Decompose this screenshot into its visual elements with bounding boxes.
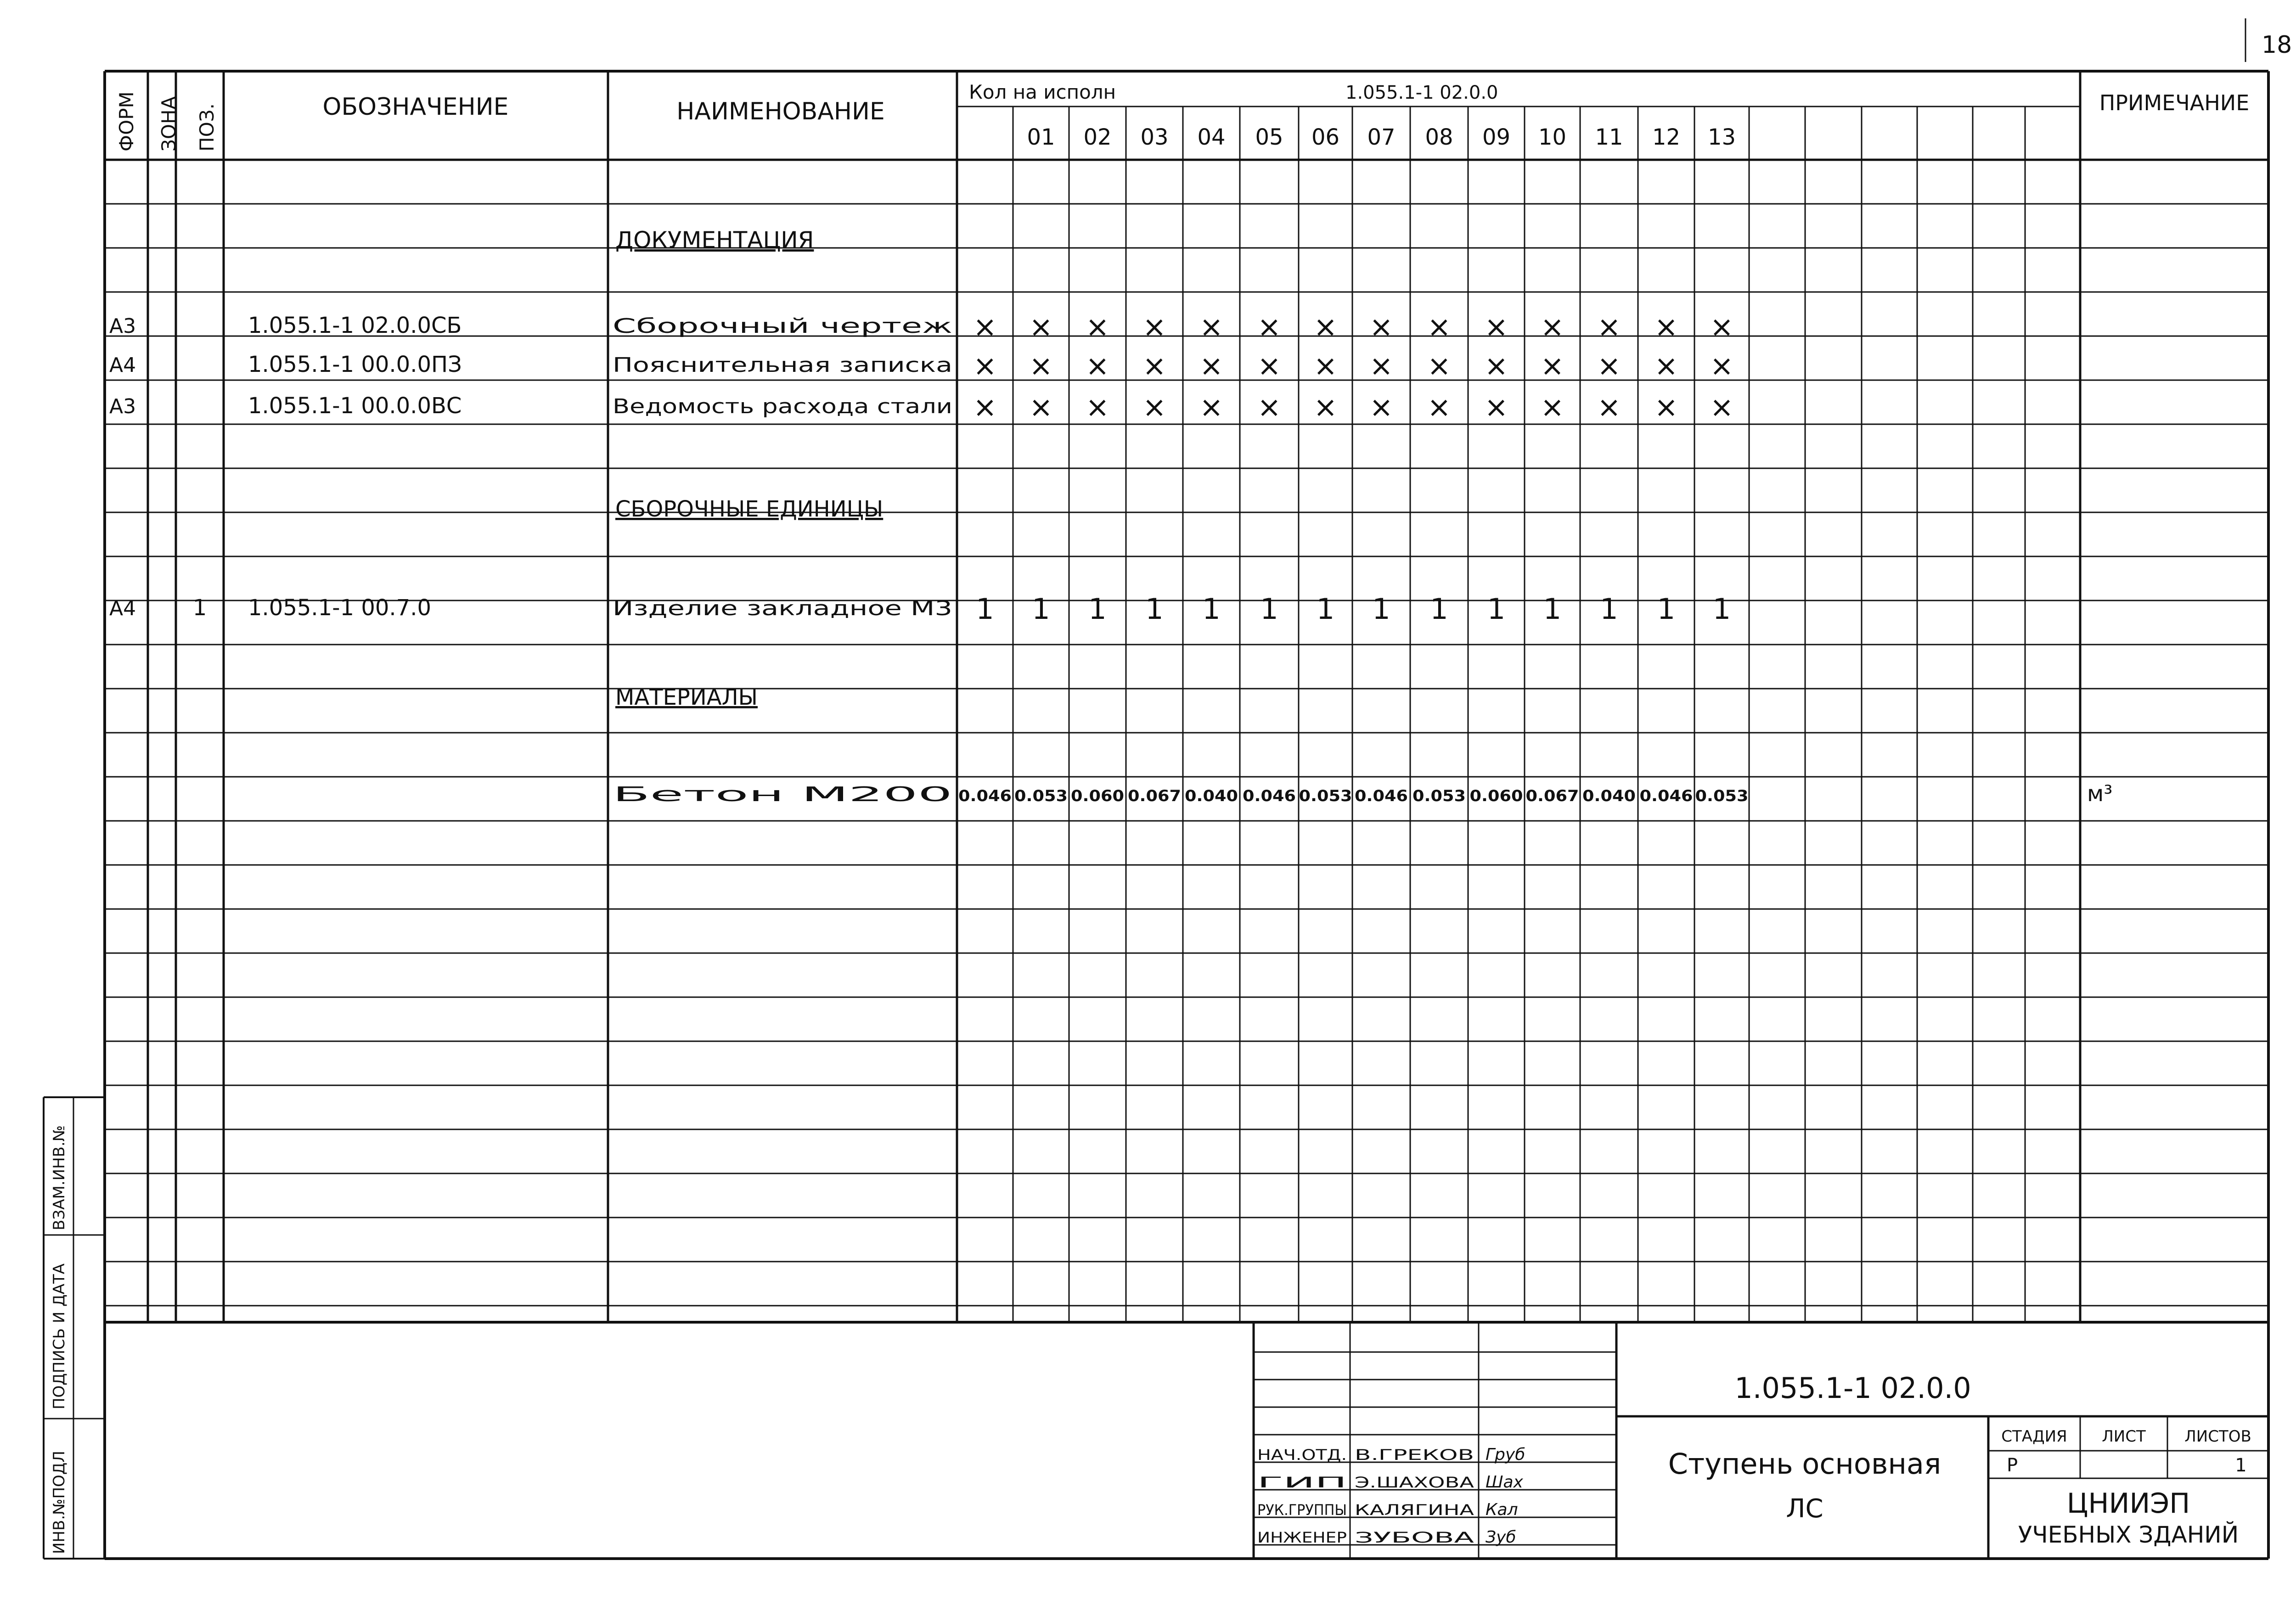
row-cell: 0.053 (1695, 787, 1749, 805)
row-cell: 1 (1600, 592, 1618, 626)
row-cell: 1 (976, 592, 994, 626)
version-col-04: 04 (1197, 124, 1226, 150)
row-form: А3 (109, 395, 136, 418)
tb-staff-role: ГИП (1257, 1474, 1347, 1491)
stamp-sign-date: ПОДПИСЬ И ДАТА (50, 1263, 68, 1409)
tb-org-line1: ЦНИИЭП (2066, 1487, 2190, 1520)
row-cell: 1 (1145, 592, 1164, 626)
row-cell: × (1597, 390, 1621, 424)
row-designation: 1.055.1-1 00.0.0ВС (248, 393, 462, 419)
row-cell: × (1029, 349, 1053, 382)
row-cell: 0.046 (1243, 787, 1296, 805)
tb-staff-signature: Зуб (1486, 1528, 1516, 1547)
row-cell: × (1199, 390, 1223, 424)
header-pos: ПОЗ. (196, 103, 218, 152)
header-zone: ЗОНА (158, 96, 180, 152)
row-cell: × (1313, 310, 1338, 343)
tb-staff-name: КАЛЯГИНА (1355, 1501, 1474, 1519)
row-cell: 1 (1657, 592, 1676, 626)
row-cell: 0.060 (1071, 787, 1124, 805)
row-cell: × (1313, 349, 1338, 382)
row-cell: × (1142, 310, 1166, 343)
row-cell: 0.067 (1525, 787, 1579, 805)
row-cell: 0.040 (1185, 787, 1238, 805)
row-cell: 0.053 (1412, 787, 1466, 805)
row-name: Бетон М200 (613, 783, 952, 806)
row-cell: × (1086, 390, 1109, 424)
row-cell: × (1029, 310, 1053, 343)
row-cell: × (1654, 349, 1678, 382)
row-cell: 0.040 (1582, 787, 1636, 805)
row-cell: × (1710, 349, 1734, 382)
version-col-12: 12 (1652, 124, 1681, 150)
tb-code: 1.055.1-1 02.0.0 (1734, 1371, 1971, 1405)
row-cell: × (1427, 310, 1451, 343)
tb-stage-label: СТАДИЯ (2001, 1427, 2067, 1446)
row-cell: × (1654, 390, 1678, 424)
row-cell: 1 (1032, 592, 1050, 626)
row-cell: 1 (1316, 592, 1335, 626)
tb-sheet-label: ЛИСТ (2102, 1427, 2146, 1446)
row-cell: 1 (1260, 592, 1278, 626)
row-form: А3 (109, 314, 136, 338)
row-cell: 1 (1543, 592, 1562, 626)
stamp-inv-orig: ИНВ.№ПОДЛ (50, 1451, 68, 1554)
row-cell: 0.046 (958, 787, 1012, 805)
row-cell: 0.060 (1469, 787, 1523, 805)
row-name: Изделие закладное М3 (613, 597, 952, 620)
tb-staff-role: ИНЖЕНЕР (1257, 1529, 1347, 1546)
header-doc-code: 1.055.1-1 02.0.0 (1345, 82, 1498, 103)
version-col-09: 09 (1482, 124, 1511, 150)
row-name: Ведомость расхода стали (613, 395, 952, 418)
version-col-03: 03 (1140, 124, 1169, 150)
section-materials: МАТЕРИАЛЫ (615, 685, 758, 710)
header-form: ФОРМ (115, 91, 138, 152)
tb-sheets-label: ЛИСТОВ (2184, 1427, 2251, 1446)
row-cell: × (1199, 349, 1223, 382)
header-designation: ОБОЗНАЧЕНИЕ (322, 93, 509, 121)
row-cell: 0.046 (1355, 787, 1408, 805)
tb-staff-role: НАЧ.ОТД. (1257, 1446, 1347, 1464)
row-note: м³ (2087, 781, 2113, 807)
row-designation: 1.055.1-1 02.0.0СБ (248, 313, 462, 338)
row-cell: 0.053 (1014, 787, 1068, 805)
section-assembly-units: СБОРОЧНЫЕ ЕДИНИЦЫ (615, 496, 884, 522)
version-col-01: 01 (1027, 124, 1055, 150)
row-cell: × (1484, 390, 1508, 424)
row-cell: 1 (1202, 592, 1221, 626)
tb-title-sub: ЛС (1786, 1494, 1823, 1524)
row-cell: × (1257, 310, 1281, 343)
row-cell: × (1427, 390, 1451, 424)
row-name: Пояснительная записка (613, 354, 952, 377)
tb-org-line2: УЧЕБНЫХ ЗДАНИЙ (2018, 1521, 2239, 1548)
header-note: ПРИМЕЧАНИЕ (2099, 90, 2250, 115)
version-col-05: 05 (1255, 124, 1283, 150)
row-form: А4 (109, 354, 136, 377)
header-qty-by-version: Кол на исполн (969, 81, 1116, 103)
version-col-02: 02 (1083, 124, 1112, 150)
row-name: Сборочный чертеж (613, 314, 952, 338)
version-col-10: 10 (1538, 124, 1567, 150)
row-cell: × (973, 310, 997, 343)
row-cell: 1 (1088, 592, 1107, 626)
row-cell: × (1142, 390, 1166, 424)
row-cell: 1 (1487, 592, 1506, 626)
row-cell: × (1313, 390, 1338, 424)
row-cell: 0.067 (1128, 787, 1181, 805)
row-cell: × (1257, 349, 1281, 382)
header-name: НАИМЕНОВАНИЕ (676, 98, 885, 125)
row-cell: × (1369, 310, 1393, 343)
tb-title: Ступень основная (1668, 1447, 1941, 1481)
row-cell: × (1597, 349, 1621, 382)
row-cell: × (1199, 310, 1223, 343)
row-cell: × (1086, 349, 1109, 382)
row-cell: 1 (1372, 592, 1390, 626)
row-designation: 1.055.1-1 00.0.0ПЗ (248, 352, 462, 377)
tb-staff-signature: Шах (1486, 1473, 1523, 1492)
row-cell: × (1540, 310, 1564, 343)
row-cell: × (1086, 310, 1109, 343)
table-text (50, 31, 2292, 1554)
row-cell: × (1427, 349, 1451, 382)
row-cell: × (973, 349, 997, 382)
row-cell: × (1597, 310, 1621, 343)
tb-staff-name: В.ГРЕКОВ (1355, 1446, 1474, 1464)
tb-sheets: 1 (2235, 1455, 2247, 1476)
row-cell: × (1257, 390, 1281, 424)
row-cell: 1 (1712, 592, 1731, 626)
version-col-06: 06 (1311, 124, 1340, 150)
row-cell: × (1369, 349, 1393, 382)
tb-staff-signature: Груб (1486, 1445, 1525, 1464)
version-col-07: 07 (1367, 124, 1396, 150)
row-cell: × (1369, 390, 1393, 424)
row-cell: × (1654, 310, 1678, 343)
row-pos: 1 (192, 595, 207, 621)
row-cell: × (973, 390, 997, 424)
row-cell: 0.053 (1299, 787, 1352, 805)
tb-staff-name: Э.ШАХОВА (1355, 1474, 1474, 1491)
tb-staff-name: ЗУБОВА (1355, 1529, 1474, 1546)
page-number: 18 (2262, 31, 2292, 59)
row-cell: × (1540, 390, 1564, 424)
row-form: А4 (109, 597, 136, 620)
version-col-08: 08 (1425, 124, 1453, 150)
version-col-11: 11 (1595, 124, 1623, 150)
row-cell: × (1142, 349, 1166, 382)
tb-stage: Р (2007, 1455, 2018, 1476)
row-cell: × (1540, 349, 1564, 382)
row-cell: × (1710, 310, 1734, 343)
tb-staff-signature: Кал (1486, 1500, 1518, 1519)
row-cell: × (1710, 390, 1734, 424)
row-cell: × (1029, 390, 1053, 424)
row-cell: 0.046 (1639, 787, 1693, 805)
section-documentation: ДОКУМЕНТАЦИЯ (615, 227, 814, 253)
row-cell: × (1484, 349, 1508, 382)
tb-staff-role: РУК.ГРУППЫ (1257, 1501, 1347, 1519)
row-cell: 1 (1430, 592, 1448, 626)
stamp-inv-repl: ВЗАМ.ИНВ.№ (50, 1125, 68, 1230)
version-col-13: 13 (1707, 124, 1736, 150)
row-designation: 1.055.1-1 00.7.0 (248, 595, 431, 621)
row-cell: × (1484, 310, 1508, 343)
